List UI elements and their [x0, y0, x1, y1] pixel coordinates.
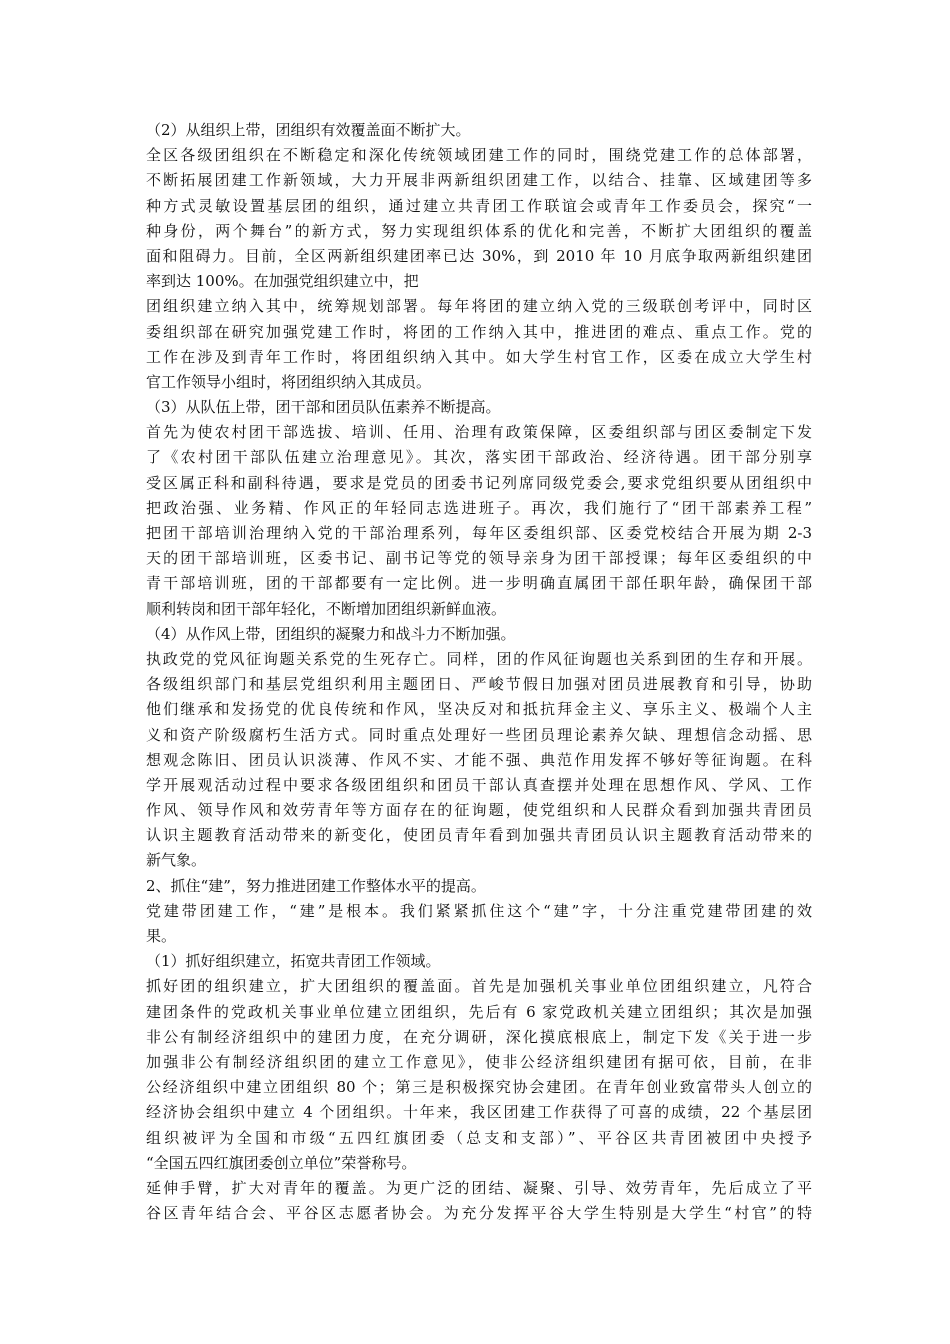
- text-line: 非公有制经济组织中的建团力度，在充分调研，深化摸底根底上，制定下发《关于进一步: [146, 1027, 812, 1046]
- heading-line: （3）从队伍上带，团干部和团员队伍素养不断提高。: [146, 398, 501, 417]
- text-line: 首先为使农村团干部选拔、培训、任用、治理有政策保障，区委组织部与团区委制定下发: [146, 423, 812, 442]
- heading-line: （1）抓好组织建立，拓宽共青团工作领域。: [146, 952, 441, 971]
- text-line: 经济协会组织中建立 4 个团组织。十年来，我区团建工作获得了可喜的成绩，22 个基层团: [146, 1103, 812, 1122]
- text-line: 他们继承和发扬党的优良传统和作风，坚决反对和抵抗拜金主义、享乐主义、极端个人主: [146, 700, 812, 719]
- text-line: 种方式灵敏设置基层团的组织，通过建立共青团工作联谊会或青年工作委员会，探究“一: [146, 196, 812, 215]
- text-line: 受区属正科和副科待遇，要求是党员的团委书记列席同级党委会,要求党组织要从团组织中: [146, 473, 812, 492]
- document-body: [146, 118, 812, 1226]
- text-line: 延伸手臂，扩大对青年的覆盖。为更广泛的团结、凝聚、引导、效劳青年，先后成立了平: [146, 1178, 812, 1197]
- heading-line: （2）从组织上带，团组织有效覆盖面不断扩大。: [146, 121, 471, 139]
- text-line: 想观念陈旧、团员认识淡薄、作风不实、才能不强、典范作用发挥不够好等征询题。在科: [146, 750, 812, 769]
- text-line: 全区各级团组织在不断稳定和深化传统领域团建工作的同时，围绕党建工作的总体部署，: [146, 146, 812, 165]
- text-line: 了《农村团干部队伍建立治理意见》。其次，落实团干部政治、经济待遇。团干部分别享: [146, 448, 812, 467]
- text-line: 加强非公有制经济组织团的建立工作意见》，使非公经济组织建团有据可依，目前，在非: [146, 1052, 812, 1071]
- text-line: “全国五四红旗团委创立单位”荣誉称号。: [146, 1153, 417, 1172]
- text-line: 把政治强、业务精、作风正的年轻同志选进班子。再次，我们施行了“团干部素养工程”: [146, 498, 812, 517]
- text-line: 执政党的党风征询题关系党的生死存亡。同样，团的作风征询题也关系到团的生存和开展。: [146, 649, 812, 668]
- text-line: 作风、领导作风和效劳青年等方面存在的征询题，使党组织和人民群众看到加强共青团员: [146, 801, 812, 820]
- text-line: 公经济组织中建立团组织 80 个；第三是积极探究协会建团。在青年创业致富带头人创立的: [146, 1078, 812, 1097]
- text-line: 天的团干部培训班，区委书记、副书记等党的领导亲身为团干部授课；每年区委组织的中: [146, 549, 812, 568]
- text-line: 学开展观活动过程中要求各级团组织和团员干部认真查摆并处理在思想作风、学风、工作: [146, 775, 812, 794]
- heading-line: （4）从作风上带，团组织的凝聚力和战斗力不断加强。: [146, 624, 516, 643]
- text-line: 新气象。: [146, 851, 207, 870]
- text-line: 委组织部在研究加强党建工作时，将团的工作纳入其中，推进团的难点、重点工作。党的: [146, 322, 812, 341]
- text-line: 各级组织部门和基层党组织利用主题团日、严峻节假日加强对团员进展教育和引导，协助: [146, 675, 812, 694]
- text-line: 工作在涉及到青年工作时，将团组织纳入其中。如大学生村官工作，区委在成立大学生村: [146, 347, 812, 366]
- text-line: 团组织建立纳入其中，统筹规划部署。每年将团的建立纳入党的三级联创考评中，同时区: [146, 297, 812, 316]
- text-line: 不断拓展团建工作新领域，大力开展非两新组织团建工作，以结合、挂靠、区域建团等多: [146, 171, 812, 190]
- text-line: 建团条件的党政机关事业单位建立团组织，先后有 6 家党政机关建立团组织；其次是加强: [146, 1002, 812, 1021]
- heading-line: 2、抓住“建”，努力推进团建工作整体水平的提高。: [146, 876, 486, 895]
- text-line: 青干部培训班，团的干部都要有一定比例。进一步明确直属团干部任职年龄，确保团干部: [146, 574, 812, 593]
- text-line: 种身份，两个舞台”的新方式，努力实现组织体系的优化和完善，不断扩大团组织的覆盖: [146, 221, 812, 240]
- text-line: 官工作领导小组时，将团组织纳入其成员。: [146, 372, 432, 391]
- text-line: 抓好团的组织建立，扩大团组织的覆盖面。首先是加强机关事业单位团组织建立，凡符合: [146, 977, 812, 996]
- text-line: 果。: [146, 927, 177, 945]
- text-line: 把团干部培训治理纳入党的干部治理系列，每年区委组织部、区委党校结合开展为期 2-3: [146, 524, 812, 542]
- text-line: 顺利转岗和团干部年轻化，不断增加团组织新鲜血液。: [146, 599, 507, 618]
- text-line: 面和阻碍力。目前，全区两新组织建团率已达 30%，到 2010 年 10 月底争取两新组织建团: [146, 246, 812, 265]
- text-line: 义和资产阶级腐朽生活方式。同时重点处理好一些团员理论素养欠缺、理想信念动摇、思: [146, 725, 812, 744]
- text-line: 率到达 100%。在加强党组织建立中，把: [146, 272, 419, 291]
- text-line: 认识主题教育活动带来的新变化，使团员青年看到加强共青团员认识主题教育活动带来的: [146, 826, 812, 845]
- text-line: 党建带团建工作，“建”是根本。我们紧紧抓住这个“建”字，十分注重党建带团建的效: [146, 901, 812, 920]
- text-line: 谷区青年结合会、平谷区志愿者协会。为充分发挥平谷大学生特别是大学生“村官”的特: [146, 1204, 812, 1223]
- text-line: 组织被评为全国和市级“五四红旗团委（总支和支部）”、平谷区共青团被团中央授予: [146, 1128, 812, 1147]
